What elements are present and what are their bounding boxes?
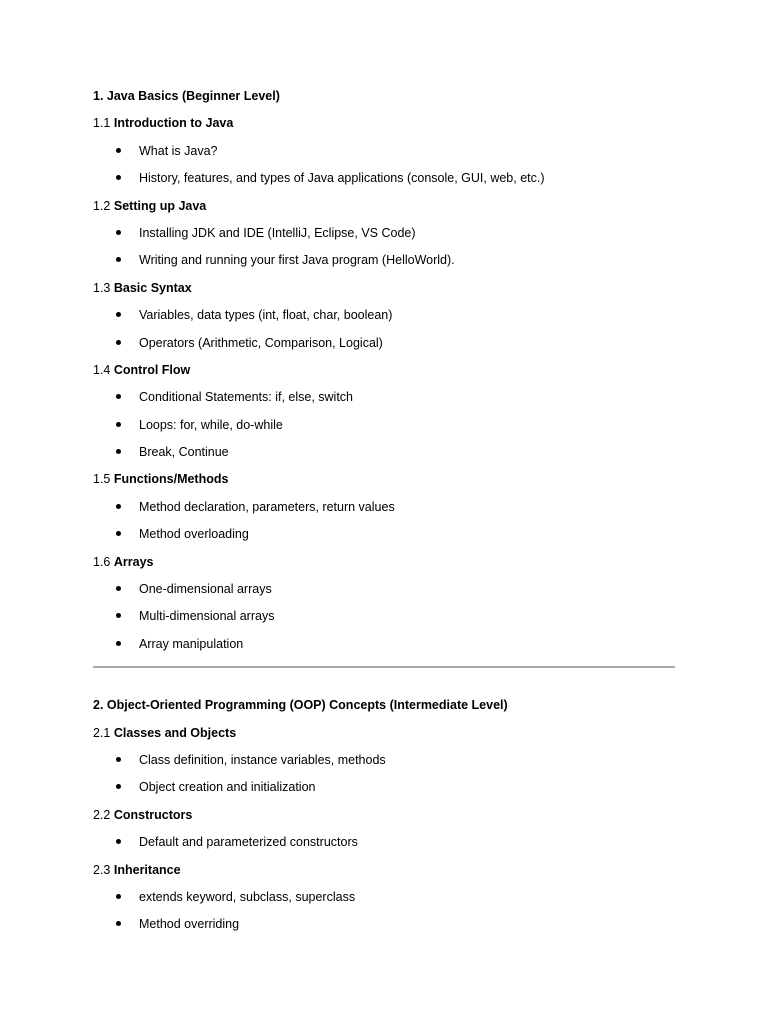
list-item-text: Installing JDK and IDE (IntelliJ, Eclipse, VS Code) (139, 225, 416, 240)
list-item (93, 524, 675, 551)
list-item-text: Method declaration, parameters, return values (139, 499, 395, 514)
bullet-icon (116, 175, 121, 180)
list-item (93, 777, 675, 804)
list-item (93, 415, 675, 442)
subsection-heading (93, 469, 675, 496)
list-item-text: Default and parameterized constructors (139, 835, 358, 850)
list-item (93, 442, 675, 469)
list-item (93, 634, 675, 661)
list-item (93, 914, 675, 941)
bullet-icon (116, 394, 121, 399)
list-item-text: Method overloading (139, 527, 249, 542)
list-item-text: What is Java? (139, 143, 218, 158)
subsection-heading (93, 278, 675, 305)
list-item-text: History, features, and types of Java applications (console, GUI, web, etc.) (139, 171, 545, 186)
bullet-icon (116, 613, 121, 618)
subsection-number: 1.1 (93, 116, 111, 131)
bullet-icon (116, 839, 121, 844)
subsection-title: Classes and Objects (113, 725, 237, 740)
list-item-text: Conditional Statements: if, else, switch (139, 390, 353, 405)
list-item (93, 579, 675, 606)
section-heading: 1. Java Basics (Beginner Level) (93, 89, 280, 103)
subsection-heading (93, 552, 675, 579)
bullet-icon (116, 784, 121, 789)
subsection-title: Arrays (113, 554, 154, 569)
list-item (93, 223, 675, 250)
subsection-number: 2.1 (93, 725, 111, 740)
subsection-number: 1.2 (93, 198, 111, 213)
list-item (93, 887, 675, 914)
subsection-number: 2.2 (93, 807, 111, 822)
list-item-text: Variables, data types (int, float, char, boolean) (139, 308, 393, 323)
subsection-heading (93, 860, 675, 887)
subsection-title: Constructors (113, 807, 193, 822)
subsection-heading (93, 723, 675, 750)
bullet-icon (116, 586, 121, 591)
list-item-text: Object creation and initialization (139, 780, 316, 795)
subsection-number: 1.5 (93, 472, 111, 487)
subsection-title: Introduction to Java (113, 116, 234, 131)
bullet-icon (116, 641, 121, 646)
subsection-title: Control Flow (113, 362, 191, 377)
list-item (93, 141, 675, 168)
list-item (93, 250, 675, 277)
list-item (93, 333, 675, 360)
list-item (93, 750, 675, 777)
bullet-icon (116, 504, 121, 509)
list-item-text: Operators (Arithmetic, Comparison, Logical) (139, 335, 383, 350)
list-item-text: One-dimensional arrays (139, 582, 272, 597)
subsection-number: 2.3 (93, 862, 111, 877)
horizontal-rule (93, 666, 675, 668)
subsection-title: Setting up Java (113, 198, 207, 213)
bullet-icon (116, 894, 121, 899)
bullet-icon (116, 257, 121, 262)
list-item-text: Method overriding (139, 917, 240, 932)
list-item (93, 305, 675, 332)
list-item-text: Writing and running your first Java program (HelloWorld). (139, 253, 455, 268)
bullet-icon (116, 148, 121, 153)
subsection-title: Inheritance (113, 862, 181, 877)
bullet-icon (116, 312, 121, 317)
list-item-text: Break, Continue (139, 445, 229, 460)
list-item-text: Multi-dimensional arrays (139, 609, 275, 624)
list-item-text: Class definition, instance variables, methods (139, 752, 386, 767)
list-item (93, 832, 675, 859)
list-item (93, 606, 675, 633)
list-item-text: Array manipulation (139, 636, 244, 651)
list-item (93, 168, 675, 195)
subsection-title: Basic Syntax (113, 280, 192, 295)
list-item-text: extends keyword, subclass, superclass (139, 889, 356, 904)
subsection-number: 1.4 (93, 362, 111, 377)
bullet-icon (116, 422, 121, 427)
list-item-text: Loops: for, while, do-while (139, 417, 283, 432)
subsection-heading (93, 113, 675, 140)
bullet-icon (116, 921, 121, 926)
subsection-number: 1.6 (93, 554, 111, 569)
document-body (93, 86, 675, 942)
subsection-heading (93, 360, 675, 387)
bullet-icon (116, 531, 121, 536)
subsection-number: 1.3 (93, 280, 111, 295)
list-item (93, 497, 675, 524)
subsection-heading (93, 805, 675, 832)
subsection-title: Functions/Methods (113, 472, 229, 487)
list-item (93, 387, 675, 414)
subsection-heading (93, 196, 675, 223)
bullet-icon (116, 230, 121, 235)
bullet-icon (116, 449, 121, 454)
bullet-icon (116, 757, 121, 762)
section-heading: 2. Object-Oriented Programming (OOP) Concepts (Intermediate Level) (93, 698, 508, 713)
bullet-icon (116, 340, 121, 345)
